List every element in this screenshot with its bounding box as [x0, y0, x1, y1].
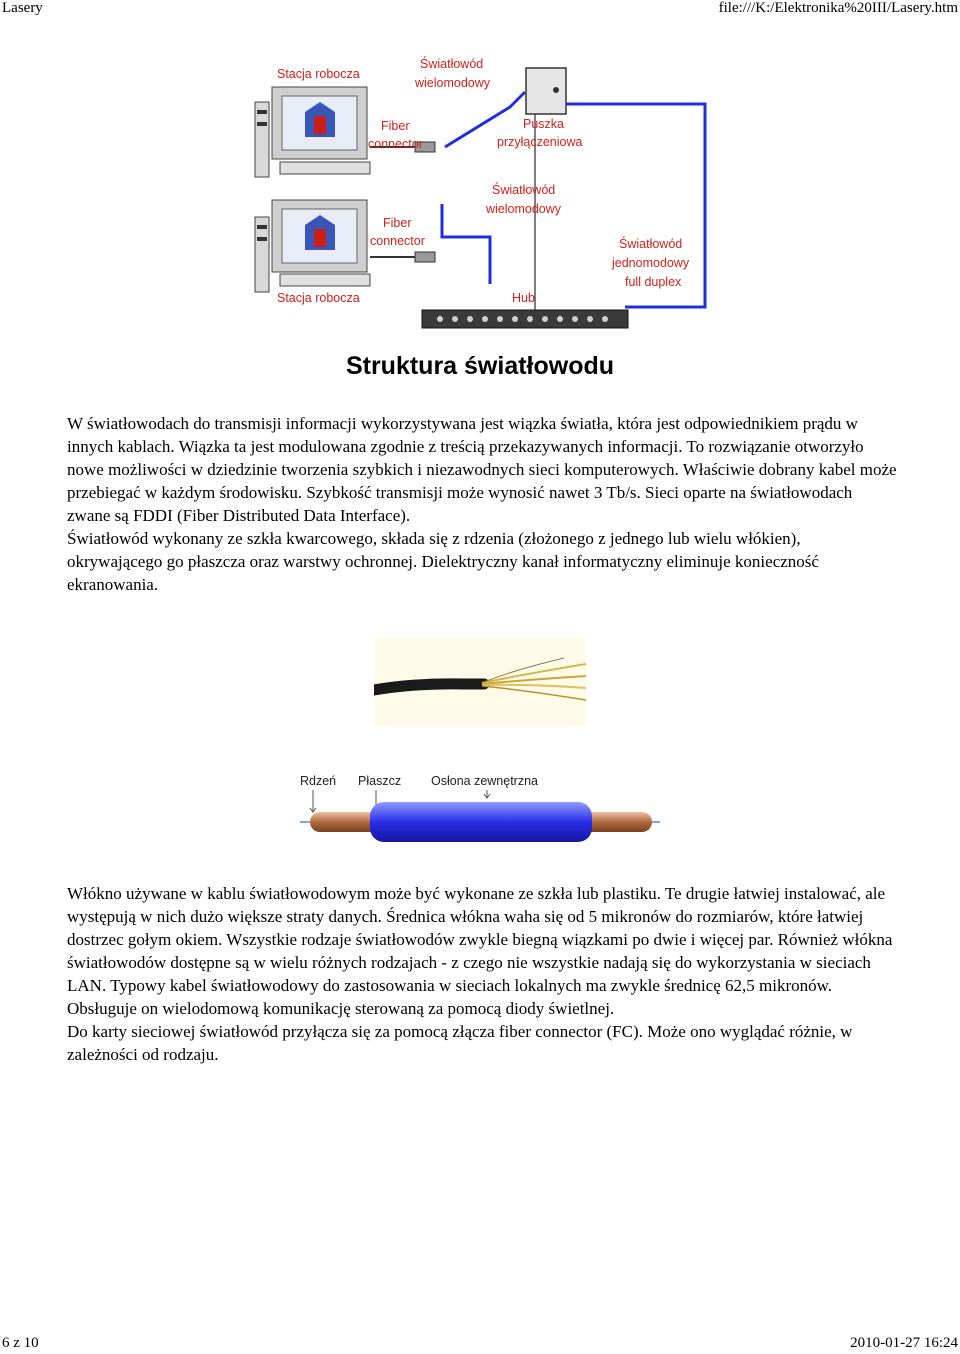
- label-fiber-multi-mid-1: Światłowód: [492, 183, 556, 197]
- label-connector-bottom-1: Fiber: [383, 216, 412, 230]
- text-block-2: [67, 882, 897, 1066]
- jacket-layer: [370, 802, 592, 842]
- footer-page: 6 z 10: [2, 1335, 39, 1351]
- cladding-layer-right: [582, 812, 652, 832]
- label-connector-top-2: connector: [368, 137, 423, 151]
- label-station-top: Stacja robocza: [277, 67, 360, 81]
- paragraph: W światłowodach do transmisji informacji wykorzystywana jest wiązka światła, która jest odpowiednikiem prądu w innych kablach. Wiązka ta jest modulowana zgodnie z treścią przekazywanych informacji. To rozwiązanie otworzyło nowe możliwości w dziedzinie tworzenia szybkich i niezawodnych sieci komputerowych. Właściwie dobrany kabel może przebiegać w każdym środowisku. Szybkość transmisji może wynosić nawet 3 Tb/s. Sieci oparte na światłowodach zwane są FDDI (Fiber Distributed Data Interface).: [67, 414, 897, 525]
- text-block-1: [67, 412, 897, 596]
- footer-datetime: 2010-01-27 16:24: [850, 1335, 958, 1351]
- label-fiber-multi-top-2: wielomodowy: [415, 76, 491, 90]
- section-title: Struktura światłowodu: [345, 352, 615, 380]
- label-jacket: Osłona zewnętrzna: [431, 774, 539, 788]
- label-core: Rdzeń: [300, 774, 337, 788]
- cable-bottom-to-hub: [442, 204, 490, 284]
- header-path: file:///K:/Elektronika%20III/Lasery.htm: [718, 0, 958, 16]
- label-fiber-multi-mid-2: wielomodowy: [486, 202, 562, 216]
- hub-device: [422, 310, 628, 328]
- print-footer: [0, 1334, 960, 1354]
- label-box-2: przyłączeniowa: [497, 135, 583, 149]
- network-diagram: [250, 52, 710, 332]
- header-title: Lasery: [2, 0, 43, 16]
- label-fiber-single-1: Światłowód: [619, 237, 683, 251]
- junction-box-port: [553, 87, 559, 93]
- fiber-structure-diagram: [300, 768, 662, 858]
- label-fiber-single-3: full duplex: [625, 275, 682, 289]
- label-cladding: Płaszcz: [358, 774, 402, 788]
- fiber-cable-photo: [374, 638, 586, 726]
- paragraph: Włókno używane w kablu światłowodowym może być wykonane ze szkła lub plastiku. Te drugie łatwiej instalować, ale występują w nich dużo większe straty danych. Średnica włókna waha się od 5 mikronów do rozmiarów, które łatwiej dostrzec gołym okiem. Wszystkie rodzaje światłowodów zwykle biegną wiązkami po dwie i więcej par. Również włókna światłowodów dostępne są w wielu różnych rodzajach - z czego nie wszystkie nadają się do wykorzystania w sieciach LAN. Typowy kabel światłowodowy do zastosowania w sieciach lokalnych ma zwykle średnicę 62,5 mikronów. Obsługuje on wielodomową komunikację sterowaną za pomocą diody świetlnej.: [67, 884, 893, 1018]
- paragraph: Do karty sieciowej światłowód przyłącza się za pomocą złącza fiber connector (FC). Może ono wyglądać różnie, w zależności od rodzaju.: [67, 1022, 853, 1064]
- label-fiber-single-2: jednomodowy: [612, 256, 690, 270]
- print-header: [0, 0, 960, 20]
- label-box-1: Puszka: [523, 117, 564, 131]
- cladding-layer: [310, 812, 380, 832]
- label-station-bottom: Stacja robocza: [277, 291, 360, 305]
- junction-box: [526, 68, 566, 114]
- label-hub: Hub: [512, 291, 535, 305]
- label-fiber-multi-top-1: Światłowód: [420, 57, 484, 71]
- paragraph: Światłowód wykonany ze szkła kwarcowego, składa się z rdzenia (złożonego z jednego lub wielu włókien), okrywającego go płaszcza oraz warstwy ochronnej. Dielektryczny kanał informatyczny eliminuje konieczność ekranowania.: [67, 529, 819, 594]
- label-connector-bottom-2: connector: [370, 234, 425, 248]
- label-connector-top-1: Fiber: [381, 119, 410, 133]
